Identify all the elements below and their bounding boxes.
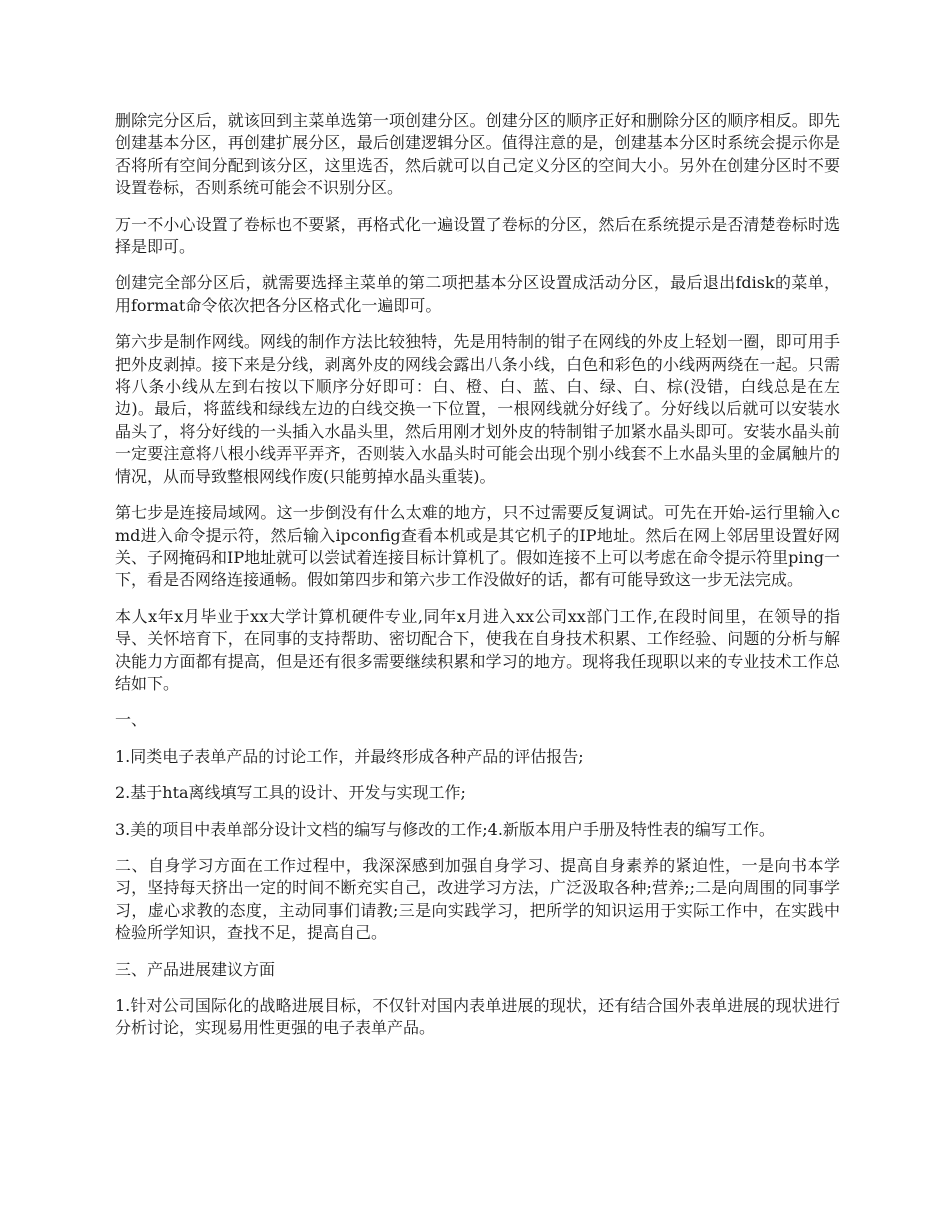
document-page bbox=[115, 110, 840, 1054]
paragraph-volume-label: 万一不小心设置了卷标也不要紧，再格式化一遍设置了卷标的分区，然后在系统提示是否清楚卷标时选择是即可。 bbox=[115, 214, 840, 257]
paragraph-step-six: 第六步是制作网线。网线的制作方法比较独特，先是用特制的钳子在网线的外皮上轻划一圈，即可用手把外皮剥掉。接下来是分线，剥离外皮的网线会露出八条小线，白色和彩色的小线两两绕在一起。只需将八条小线从左到右按以下顺序分好即可：白、橙、白、蓝、白、绿、白、棕(没错，白线总是在左边)。最后，将蓝线和绿线左边的白线交换一下位置，一根网线就分好线了。分好线以后就可以安装水晶头了，将分好线的一头插入水晶头里，然后用刚才划外皮的特制钳子加紧水晶头即可。安装水晶头前一定要注意将八根小线弄平弄齐，否则装入水晶头时可能会出现个别小线套不上水晶头里的金属触片的情况，从而导致整根网线作废(只能剪掉水晶头重装)。 bbox=[115, 332, 840, 486]
paragraph-format: 创建完全部分区后，就需要选择主菜单的第二项把基本分区设置成活动分区，最后退出fdisk的菜单，用format命令依次把各分区格式化一遍即可。 bbox=[115, 273, 840, 315]
paragraph-product-suggestion: 1.针对公司国际化的战略进展目标，不仅针对国内表单进展的现状，还有结合国外表单进展的现状进行分析讨论，实现易用性更强的电子表单产品。 bbox=[115, 996, 840, 1038]
section-heading-one: 一、 bbox=[115, 710, 148, 730]
paragraph-step-seven: 第七步是连接局域网。这一步倒没有什么太难的地方，只不过需要反复调试。可先在开始-运行里输入cmd进入命令提示符，然后输入ipconfig查看本机或是其它机子的IP地址。然后在网上邻居里设置好网关、子网掩码和IP地址就可以尝试着连接目标计算机了。假如连接不上可以考虑在命令提示符里ping一下，看是否网络连接通畅。假如第四步和第六步工作没做好的话，都有可能导致这一步无法完成。 bbox=[115, 503, 840, 590]
paragraph-self-intro: 本人x年x月毕业于xx大学计算机硬件专业,同年x月进入xx公司xx部门工作,在段时间里，在领导的指导、关怀培育下，在同事的支持帮助、密切配合下，使我在自身技术积累、工作经验、问题的分析与解决能力方面都有提高，但是还有很多需要继续积累和学习的地方。现将我任现职以来的专业技术工作总结如下。 bbox=[115, 606, 840, 693]
paragraph-self-study: 二、自身学习方面在工作过程中，我深深感到加强自身学习、提高自身素养的紧迫性，一是向书本学习，坚持每天挤出一定的时间不断充实自己，改进学习方法，广泛汲取各种;营养;;二是向周围的同事学习，虚心求教的态度，主动同事们请教;三是向实践学习，把所学的知识运用于实际工作中，在实践中检验所学知识，查找不足，提高自己。 bbox=[115, 855, 840, 943]
list-item-3: 3.美的项目中表单部分设计文档的编写与修改的工作;4.新版本用户手册及特性表的编写工作。 bbox=[115, 819, 775, 839]
section-heading-three: 三、产品进展建议方面 bbox=[115, 959, 276, 979]
list-item-2: 2.基于hta离线填写工具的设计、开发与实现工作; bbox=[115, 783, 466, 803]
paragraph-partition-create: 删除完分区后，就该回到主菜单选第一项创建分区。创建分区的顺序正好和删除分区的顺序相反。即先创建基本分区，再创建扩展分区，最后创建逻辑分区。值得注意的是，创建基本分区时系统会提示你是否将所有空间分配到该分区，这里选否，然后就可以自己定义分区的空间大小。另外在创建分区时不要设置卷标，否则系统可能会不识别分区。 bbox=[115, 111, 840, 198]
list-item-1: 1.同类电子表单产品的讨论工作，并最终形成各种产品的评估报告; bbox=[115, 746, 584, 766]
